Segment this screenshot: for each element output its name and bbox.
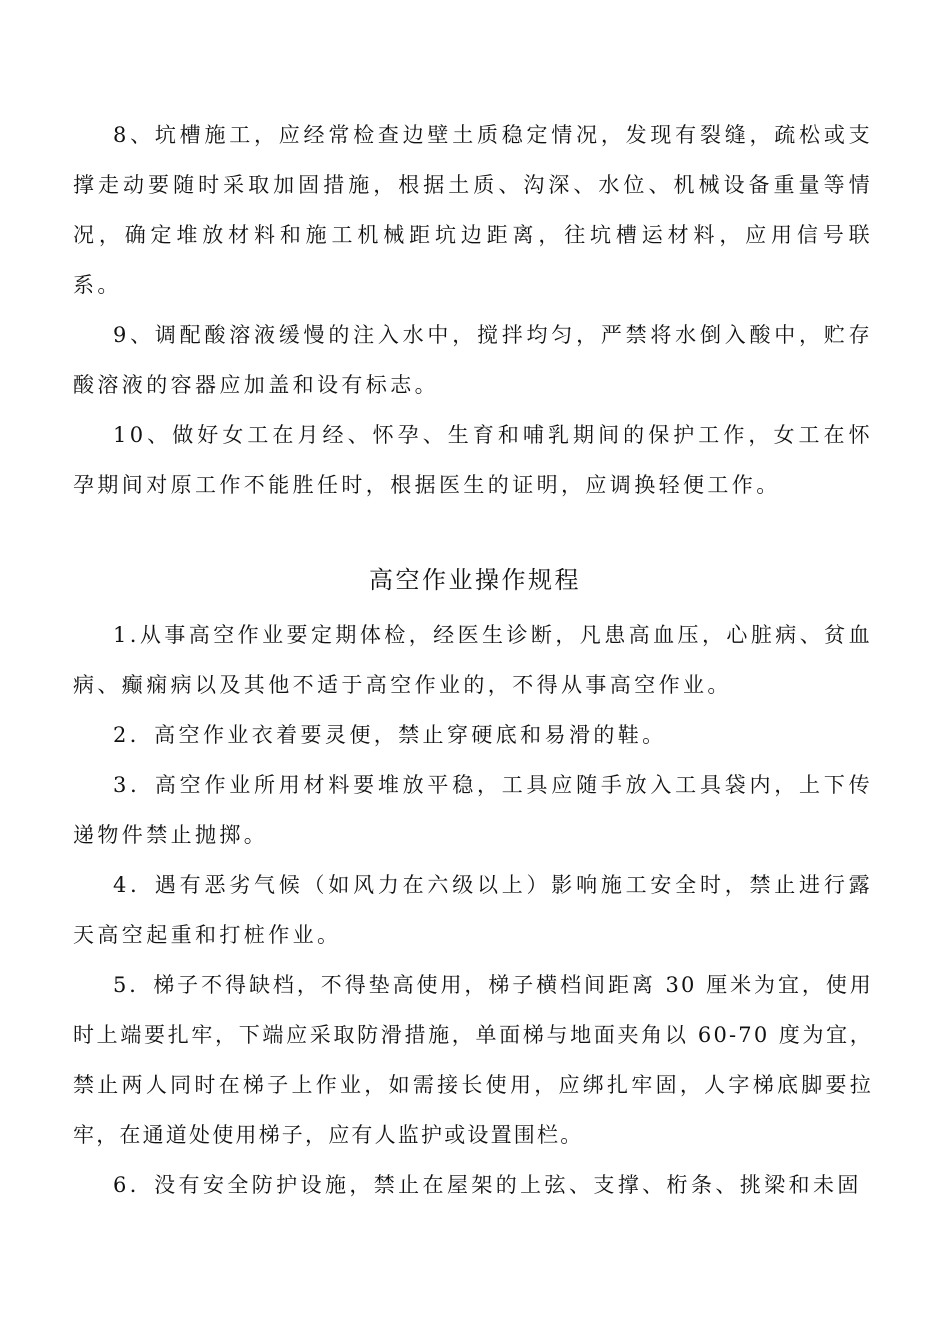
paragraph-item-10: 10、做好女工在月经、怀孕、生育和哺乳期间的保护工作，女工在怀孕期间对原工作不能胜任时，根据医生的证明，应调换轻便工作。 bbox=[73, 423, 873, 497]
paragraph-section-4: 4．遇有恶劣气候（如风力在六级以上）影响施工安全时，禁止进行露天高空起重和打桩作业。 bbox=[73, 873, 873, 947]
paragraph-section-2: 2．高空作业衣着要灵便，禁止穿硬底和易滑的鞋。 bbox=[113, 723, 667, 747]
section-title: 高空作业操作规程 bbox=[369, 566, 581, 594]
paragraph-section-3: 3．高空作业所用材料要堆放平稳，工具应随手放入工具袋内，上下传递物件禁止抛掷。 bbox=[73, 773, 873, 847]
paragraph-section-5: 5．梯子不得缺档，不得垫高使用，梯子横档间距离 30 厘米为宜，使用时上端要扎牢，下端应采取防滑措施，单面梯与地面夹角以 60-70 度为宜，禁止两人同时在梯子上作业，如需接长使用，应绑扎牢固，人字梯底脚要拉牢，在通道处使用梯子，应有人监护或设置围栏。 bbox=[73, 973, 873, 1147]
paragraph-item-9: 9、调配酸溶液缓慢的注入水中，搅拌均匀，严禁将水倒入酸中，贮存酸溶液的容器应加盖和设有标志。 bbox=[73, 323, 873, 397]
paragraph-section-6: 6．没有安全防护设施，禁止在屋架的上弦、支撑、桁条、挑梁和未固 bbox=[113, 1173, 862, 1197]
paragraph-item-8: 8、坑槽施工，应经常检查边壁土质稳定情况，发现有裂缝，疏松或支撑走动要随时采取加固措施，根据土质、沟深、水位、机械设备重量等情况，确定堆放材料和施工机械距坑边距离，往坑槽运材料，应用信号联系。 bbox=[73, 123, 873, 297]
paragraph-section-1: 1.从事高空作业要定期体检，经医生诊断，凡患高血压，心脏病、贫血病、癫痫病以及其他不适于高空作业的，不得从事高空作业。 bbox=[73, 623, 873, 697]
